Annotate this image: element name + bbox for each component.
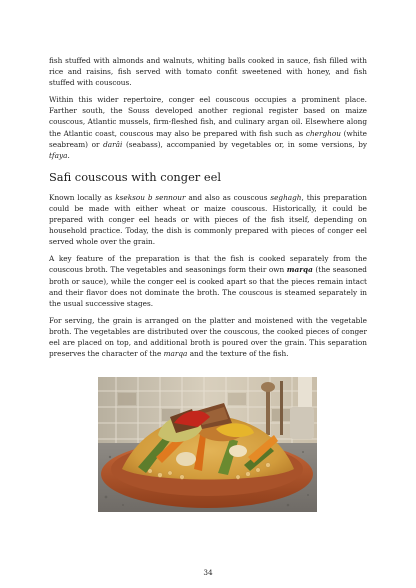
couscous-photo-illustration (98, 377, 317, 512)
paragraph-5 (49, 315, 367, 359)
paragraph-3-text-b: and also as couscous (185, 192, 271, 202)
term-marqa-2: marqa (163, 349, 188, 359)
paragraph-5-text-b: and the texture of the fish. (187, 349, 289, 359)
paragraph-1 (49, 55, 367, 88)
paragraph-3-text-a: Known locally as (49, 192, 116, 202)
term-cherghou: cherghou (305, 128, 341, 138)
term-seghagh: seghagh (270, 192, 302, 202)
paragraph-4-text-a: A key feature of the preparation is that the fish is cooked separately from the couscous broth. The vegetables and seasonings form their own (49, 254, 367, 275)
term-kseksou-b-sennour: kseksou b sennour (115, 192, 186, 202)
paragraph-5-text-a: For serving, the grain is arranged on the platter and moistened with the vegetable broth. The vegetables are distributed over the couscous, the cooked pieces of conger eel are placed on top, and additional broth is poured over the grain. This separation preserves the character of the (49, 315, 367, 359)
paragraph-4 (49, 253, 367, 308)
page-content (49, 55, 367, 365)
page-number: 34 (203, 568, 213, 577)
paragraph-2-text-b: (white seabream) or (49, 128, 367, 149)
term-marqa: marqa (286, 265, 313, 275)
paragraph-3 (49, 192, 367, 247)
paragraph-1-text: fish stuffed with almonds and walnuts, whiting balls cooked in sauce, fish filled with rice and raisins, fish served with tomato confit sweetened with honey, and fish stuffed with couscous. (49, 56, 367, 88)
section-heading: Safi couscous with conger eel (49, 169, 221, 184)
paragraph-2 (49, 94, 367, 161)
paragraph-2-text-c: (seabass), accompanied by vegetables or, in some versions, by (122, 139, 368, 149)
term-darai: darâi (103, 139, 123, 149)
paragraph-2-text-a: Within this wider repertoire, conger eel couscous occupies a prominent place. Farther south, the Souss developed another regional register based on maize couscous, Atlantic mussels, firm-fleshed fish, and culinary argan oil. Elsewhere along the Atlantic coast, couscous may also be prepared with fish such as (49, 95, 367, 138)
term-tfaya: tfaya (49, 150, 68, 160)
paragraph-2-text-d: . (67, 150, 70, 160)
paragraph-3-text-c: , this preparation could be made with either wheat or maize couscous. Historically, it could be prepared with conger eel heads or with pieces of the fish itself, depending on household practice. Today, the dish is commonly prepared with pieces of conger eel served whole over the grain. (49, 192, 367, 247)
couscous-photo (98, 377, 317, 512)
paragraph-4-text-b: (the seasoned broth or sauce), while the conger eel is cooked apart so that the pieces remain intact and their flavor does not dominate the broth. The couscous is steamed separately in the usual successive stages. (49, 265, 367, 308)
